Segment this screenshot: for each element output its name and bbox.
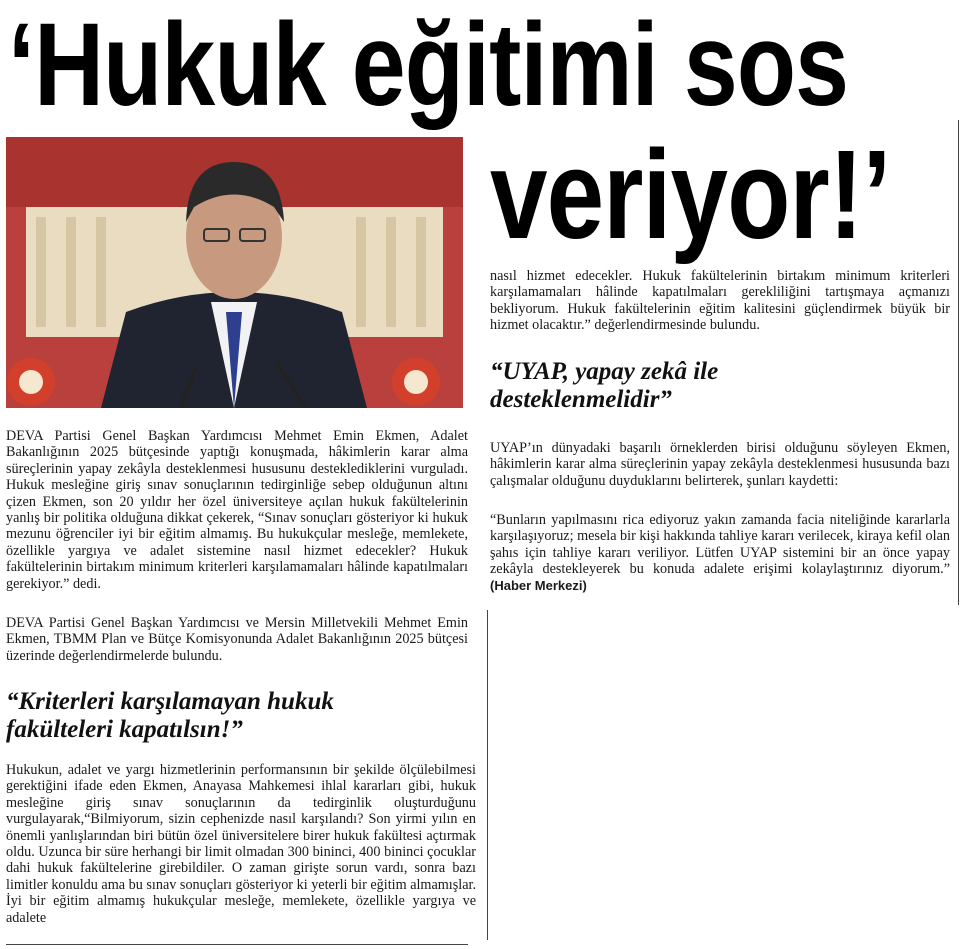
column-rule — [487, 610, 488, 940]
right-subheading: “UYAP, yapay zekâ ile desteklenmelidir” — [490, 358, 719, 413]
right-paragraph-2: UYAP’ın dünyadaki başarılı örneklerden birisi olduğunu söyleyen Ekmen, hâkimlerin karar alma süreçlerinin yapay zekâyla desteklenmesi hususunda bazı çalışmalar olduğunu duyduklarını belirterek, şunları kaydetti: — [490, 440, 950, 489]
left-subheading: “Kriterleri karşılamayan hukuk fakülteleri kapatılsın!” — [6, 688, 334, 743]
right-edge-rule — [958, 120, 959, 605]
left-paragraph-1: DEVA Partisi Genel Başkan Yardımcısı Mehmet Emin Ekmen, Adalet Bakanlığının 2025 bütçesinde yaptığı konuşmada, hâkimlerin karar alma süreçlerinin yapay zekâyla desteklenmesi hususunu desteklediklerini vurguladı. Hukuk mesleğine giriş sınav sonuçlarının tedirginliğe sebep olduğunun altını çizen Ekmen, son 20 yıldır her özel üniversiteye açılan hukuk fakültelerinin yanlış bir politika olduğuna dikkat çekerek, “Sınav sonuçları gösteriyor ki hukuk mezunu öğrenciler iyi bir eğitim almamış. Bu hukukçular mesleğe, memlekete, özellikle yargıya ve adalet sistemine nasıl hizmet edecekler? Hukuk fakültelerinin birtakım minimum kriterleri karşılamamaları hâlinde kapatılmaları gerekiyor.” dedi. — [6, 428, 468, 592]
left-paragraph-3: Hukukun, adalet ve yargı hizmetlerinin performansının bir şekilde ölçülebilmesi gerektiğini ifade eden Ekmen, Anayasa Mahkemesi ihlal kararları gibi, hukuk mesleğine giriş sınav sonuçlarının da tedirginlik oluşturduğunu vurgulayarak,“Bilmiyorum, sizin cephenizde nasıl karşılandı? Son yirmi yılın en önemli yanlışlarından biri bütün özel üniversitelere birer hukuk fakültesi açtırmak oldu. Uzunca bir süre herhangi bir limit olmadan 300 bininci, 400 bininci çocuklar dahi hukuk fakültelerine girebildiler. O zaman girişte sorun vardı, sonra bazı limitler konuldu ama bu sınav sonuçları gösteriyor ki yeterli bir eğitim almamışlar. İyi bir eğitim almamış hukukçular mesleğe, memlekete, özellikle yargıya ve adalete — [6, 762, 476, 926]
credit: (Haber Merkezi) — [490, 577, 587, 593]
headline-line-2: veriyor!’ — [490, 124, 891, 265]
left-paragraph-2: DEVA Partisi Genel Başkan Yardımcısı ve Mersin Milletvekili Mehmet Emin Ekmen, TBMM Plan ve Bütçe Komisyonunda Adalet Bakanlığının 2025 bütçesi üzerinde değerlendirmelerde bulundu. — [6, 615, 468, 664]
quote-text: “Bunların yapılmasını rica ediyoruz yakın zamanda facia niteliğinde kararlarla karşılaşıyoruz; mesela bir kişi hakkında tahliye kararı verilecek, kiraya kefil olan şahıs için tahliye kararı veriliyor. Lütfen UYAP sistemini bir an önce yapay zekâyla destekleyerek bu konuda adalete erişimi kolaylaştırınız diyorum.” — [490, 512, 950, 578]
left-bottom-rule — [6, 944, 468, 945]
headline-line-1: ‘Hukuk eğitimi sos — [8, 0, 849, 131]
right-paragraph-3 — [490, 512, 950, 594]
right-paragraph-1: nasıl hizmet edecekler. Hukuk fakültelerinin birtakım minimum kriterleri karşılamamaları hâlinde kapatılmaları gerekliliğini tartışmaya açmanızı bekliyorum. Hukuk fakültelerinin eğitim kalitesini güçlendirmek büyük bir hizmet olacaktır.” değerlendirmesinde bulundu. — [490, 268, 950, 334]
article-photo — [6, 137, 463, 408]
